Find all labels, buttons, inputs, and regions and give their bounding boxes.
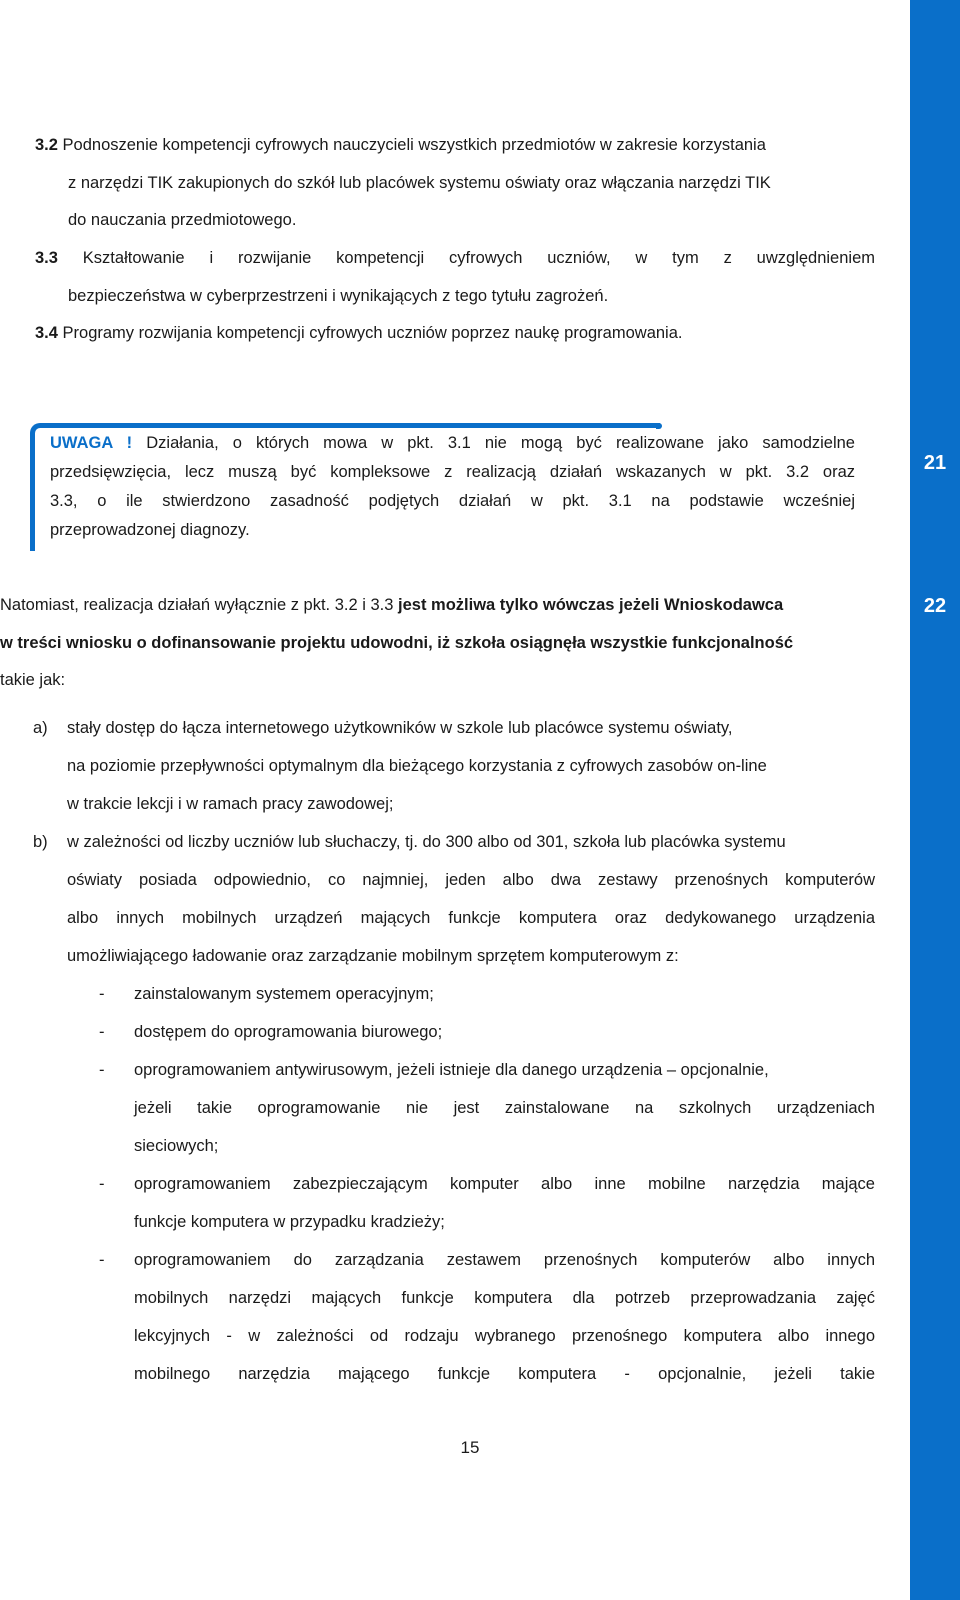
paragraph-line-1: Natomiast, realizacja działań wyłącznie z pkt. 3.2 i 3.3 jest możliwa tylko wówczas jeżeli Wnioskodawca (0, 596, 784, 614)
dash-4-marker: - (99, 1175, 105, 1193)
notice-line-1: UWAGA ! Działania, o których mowa w pkt. 3.1 nie mogą być realizowane jako samodzielne (50, 434, 855, 452)
section-3-2-line-2: z narzędzi TIK zakupionych do szkół lub placówek systemu oświaty oraz włączania narzędzi TIK (68, 174, 771, 192)
sidebar-page-21: 21 (923, 452, 947, 474)
notice-line-2: przedsięwzięcia, lecz muszą być kompleksowe z realizacją działań wskazanych w pkt. 3.2 oraz (50, 463, 855, 481)
dash-5-line-3: lekcyjnych - w zależności od rodzaju wybranego przenośnego komputera albo innego (134, 1327, 875, 1345)
list-b-marker: b) (33, 833, 48, 851)
list-a-line-3: w trakcie lekcji i w ramach pracy zawodowej; (67, 795, 394, 813)
sidebar-bar (910, 0, 960, 1600)
dash-3-marker: - (99, 1061, 105, 1079)
dash-3-line-1: oprogramowaniem antywirusowym, jeżeli istnieje dla danego urządzenia – opcjonalnie, (134, 1061, 769, 1079)
notice-line-4: przeprowadzonej diagnozy. (50, 521, 250, 539)
dash-4-line-2: funkcje komputera w przypadku kradzieży; (134, 1213, 445, 1231)
list-b-line-2: oświaty posiada odpowiednio, co najmniej, jeden albo dwa zestawy przenośnych komputerów (67, 871, 875, 889)
dash-3-line-3: sieciowych; (134, 1137, 219, 1155)
dash-5-line-2: mobilnych narzędzi mających funkcje komputera dla potrzeb przeprowadzania zajęć (134, 1289, 875, 1307)
page-number: 15 (460, 1438, 480, 1457)
dash-5-line-4: mobilnego narzędzia mającego funkcje komputera - opcjonalnie, jeżeli takie (134, 1365, 875, 1383)
list-a-marker: a) (33, 719, 48, 737)
dash-5-marker: - (99, 1251, 105, 1269)
list-a-line-1: stały dostęp do łącza internetowego użytkowników w szkole lub placówce systemu oświaty, (67, 719, 733, 737)
dash-2-line-1: dostępem do oprogramowania biurowego; (134, 1023, 443, 1041)
section-3-2-line-3: do nauczania przedmiotowego. (68, 211, 297, 229)
dash-5-line-1: oprogramowaniem do zarządzania zestawem przenośnych komputerów albo innych (134, 1251, 875, 1269)
list-b-line-4: umożliwiającego ładowanie oraz zarządzanie mobilnym sprzętem komputerowym z: (67, 947, 679, 965)
dash-2-marker: - (99, 1023, 105, 1041)
section-3-2-line-1: 3.2 Podnoszenie kompetencji cyfrowych nauczycieli wszystkich przedmiotów w zakresie korzystania (35, 136, 766, 154)
dash-1-line-1: zainstalowanym systemem operacyjnym; (134, 985, 434, 1003)
list-b-line-3: albo innych mobilnych urządzeń mających funkcje komputera oraz dedykowanego urządzenia (67, 909, 875, 927)
sidebar-page-22: 22 (923, 595, 947, 617)
section-3-4-line-1: 3.4 Programy rozwijania kompetencji cyfrowych uczniów poprzez naukę programowania. (35, 324, 683, 342)
section-3-3-line-1: 3.3 Kształtowanie i rozwijanie kompetencji cyfrowych uczniów, w tym z uwzględnieniem (35, 249, 875, 267)
section-3-3-line-2: bezpieczeństwa w cyberprzestrzeni i wynikających z tego tytułu zagrożeń. (68, 287, 609, 305)
dash-4-line-1: oprogramowaniem zabezpieczającym komputer albo inne mobilne narzędzia mające (134, 1175, 875, 1193)
dash-3-line-2: jeżeli takie oprogramowanie nie jest zainstalowane na szkolnych urządzeniach (134, 1099, 875, 1117)
notice-line-3: 3.3, o ile stwierdzono zasadność podjętych działań w pkt. 3.1 na podstawie wcześniej (50, 492, 855, 510)
notice-label: UWAGA ! (50, 434, 133, 452)
list-b-line-1: w zależności od liczby uczniów lub słuchaczy, tj. do 300 albo od 301, szkoła lub placówka systemu (67, 833, 786, 851)
list-a-line-2: na poziomie przepływności optymalnym dla bieżącego korzystania z cyfrowych zasobów on-line (67, 757, 767, 775)
paragraph-line-3: takie jak: (0, 671, 66, 689)
dash-1-marker: - (99, 985, 105, 1003)
paragraph-line-2: w treści wniosku o dofinansowanie projektu udowodni, iż szkoła osiągnęła wszystkie funkcjonalność (0, 634, 794, 652)
